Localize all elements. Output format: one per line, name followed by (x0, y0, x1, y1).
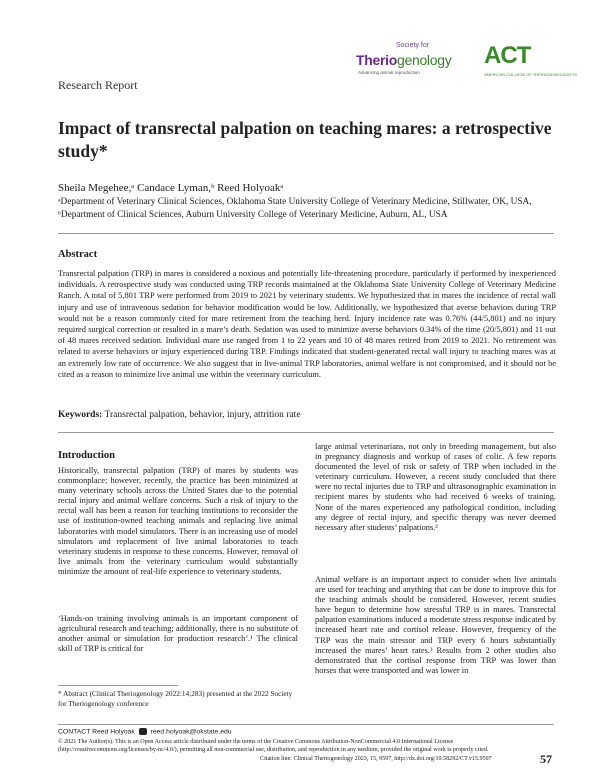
act-logo-tagline: AMERICAN COLLEGE OF THERIOGENOLOGISTS (484, 72, 578, 77)
logo-main-text: Theriogenology (356, 52, 452, 68)
footer-divider (58, 724, 554, 725)
logo-small-text: Society for (396, 42, 430, 49)
citation-line: Citation line: Clinical Theriogenology 2023, 15, 9597, http://dx.doi.org/10.58292/CT.v15.9597 (260, 756, 492, 762)
article-title: Impact of transrectal palpation on teaching mares: a retrospective study* (58, 118, 552, 161)
section-label: Research Report (58, 78, 138, 92)
intro-col1-paragraph-1: Historically, transrectal palpation (TRP) of mares by students was commonplace; however, recently, the practice has been minimized at many veterinary schools across the United States due to the potential rectal injury and animal welfare concerns. Such a risk of injury to the rectal wall has been a reason for teaching institutions to reconsider the use of institution-owned teaching animals and replacing live animal laboratories with model simulators. There is an increasing use of model simulators and replacement of live animal laboratories to teach veterinary students in response to these concerns. However, removal of live animals from the veterinary curriculum would substantially minimize the amount of real-life experience to veterinary students. (58, 466, 298, 576)
logo-tagline: Advancing animal reproduction (358, 70, 420, 75)
act-logo-text: ACT (484, 42, 531, 69)
keywords (58, 410, 301, 420)
abstract-heading: Abstract (58, 249, 98, 260)
keywords-label: Keywords: (58, 410, 103, 420)
society-for-theriogenology-logo (356, 42, 474, 78)
divider (58, 233, 554, 234)
author-list: Sheila Megehee,ᵃ Candace Lyman,ᵇ Reed Holyoakᵃ (58, 182, 284, 194)
abstract-body: Transrectal palpation (TRP) in mares is considered a noxious and potentially life-threatening procedure, particularly if performed by inexperienced individuals. A retrospective study was conducted using TRP records maintained at the Oklahoma State University College of Veterinary Medicine Ranch. A total of 5,801 TRP were performed from 2019 to 2021 by veterinary students. We hypothesized that in mares the incidence of rectal wall injury and use of intravenous sedation for behavior modification would be low. Additionally, we hypothesized that averse behaviors during TRP would not be a reason commonly cited for mare retirement from the teaching herd. Injury incidence rate was 0.76% (44/5,801) and no injury required surgical correction or resulted in a mare’s death. Sedation was used to minimize averse behaviors 0.34% of the time (20/5,801) and 11 out of 48 mares received sedation. Individual mare use ranged from 1 to 22 years and 10 of 48 mares retired from 2019 to 2021. No retirement was related to averse behaviors or injury experienced during TRP. Findings indicated that student-generated rectal wall injury to teaching mares was at an extremely low rate of occurrence. We also suggest that in live-animal TRP laboratories, animal welfare is not compromised, and it should not be cited as a reason to minimize live animal use within the veterinary curriculum. (58, 269, 556, 379)
affiliations: ᵃDepartment of Veterinary Clinical Sciences, Oklahoma State University College of Veterinary Medicine, Stillwater, OK, USA, ᵇDepartment of Clinical Sciences, Auburn University College of Veterinary Medicine, Auburn, AL, USA (58, 197, 532, 220)
footnote: * Abstract (Clinical Theriogenology 2022:14;283) presented at the 2022 Society for Theriogenology conference (58, 689, 293, 708)
intro-heading: Introduction (58, 450, 115, 461)
contact-label: CONTACT Reed Holyoak (58, 728, 135, 736)
license-text: © 2021 The Author(s). This is an Open Access article distributed under the terms of the Creative Commons Attribution-NonCommercial 4.0 International License (http://creativecommons.org/licenses/by-nc/4.0/), permitting all non-commercial use, distribution, and reproduction in any medium, provided the original work is properly cited. (58, 739, 489, 753)
intro-col2-paragraph-1: large animal veterinarians, not only in breeding management, but also in pregnancy diagnosis and workup of cases of colic. A few reports documented the level of risk or safety of TRP when included in the veterinary curriculum. However, a recent study concluded that there were no rectal injuries due to TRP and ultrasonographic examination in recipient mares by students who had received 6 weeks of training. None of the mares experienced any pathological condition, including any degree of rectal injury, and specific therapy was never deemed necessary after students’ palpations.² (315, 442, 556, 532)
act-logo (484, 42, 578, 80)
keywords-text: Transrectal palpation, behavior, injury, attrition rate (104, 410, 301, 420)
contact-email-link[interactable]: reed.holyoak@okstate.edu (150, 728, 232, 736)
intro-col2-paragraph-2: Animal welfare is an important aspect to consider when live animals are used for teaching and anything that can be done to improve this for the teaching animals should be considered. However, recent studies have begun to determine how stressful TRP is in mares. Transrectal palpation examinations induced a moderate stress response indicated by increased heart rate and cortisol release. However, frequency of the TRP was the main stressor and TRP every 6 hours substantially increased the mares’ heart rates.³ Results from 2 other studies also demonstrated that the cortisol response from TRP was lower than horses that were transported and was lower in (315, 575, 556, 675)
mail-icon (139, 728, 147, 735)
footnote-divider (58, 685, 178, 686)
page-number: 57 (540, 752, 552, 766)
contact-line (58, 728, 232, 735)
intro-col1-paragraph-2: ‘Hands-on training involving animals is an important component of agricultural research and teaching; additionally, there is no substitute of another animal or simulation for production research’.¹ The clinical skill of TRP is critical for (58, 614, 298, 654)
divider (58, 432, 554, 433)
